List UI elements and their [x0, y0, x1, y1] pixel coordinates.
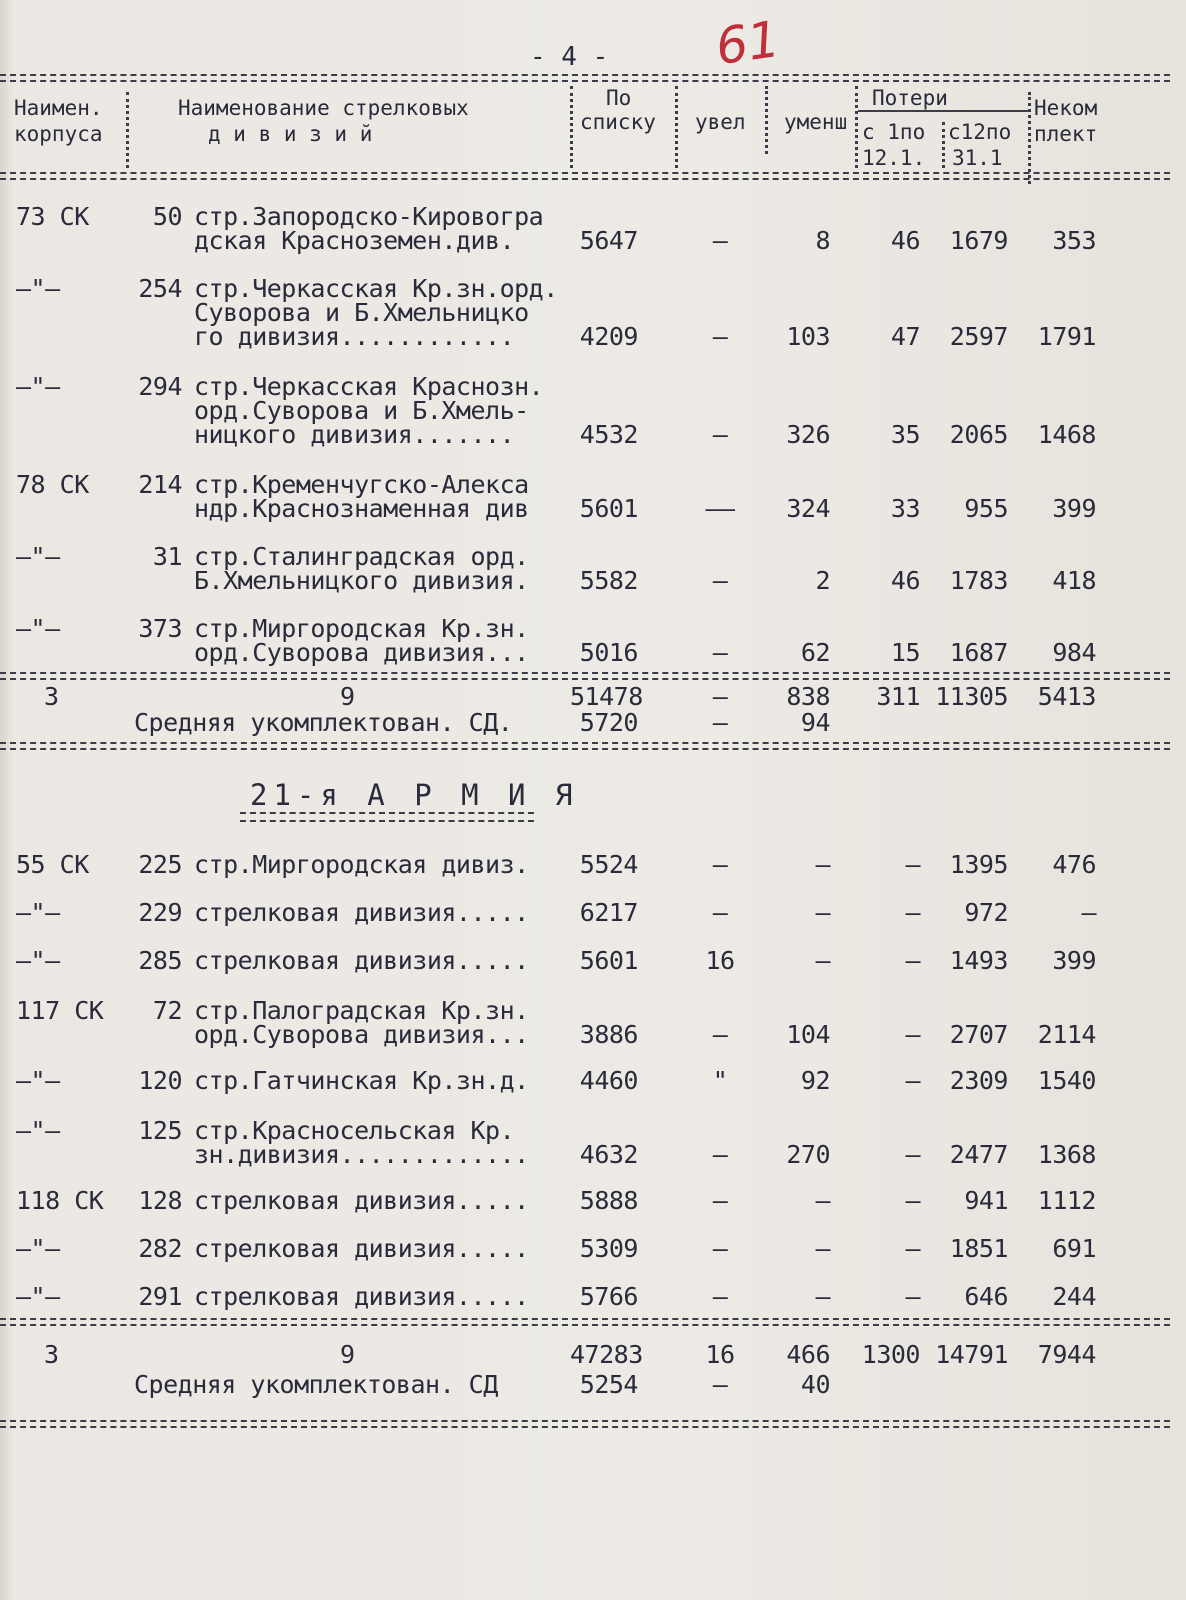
header-loss1-line2: 12.1. [862, 146, 926, 170]
decr-cell: 326 [786, 420, 830, 449]
incomplete-cell: 353 [1052, 226, 1096, 255]
incr-cell: – [712, 1020, 728, 1049]
incr-cell: – [712, 638, 728, 667]
list-cell: 5647 [579, 226, 638, 255]
division-name-line: стр.Палоградская Кр.зн. [194, 996, 529, 1025]
corps-cell: 118 СК [16, 1186, 104, 1215]
average-decr: 94 [800, 708, 830, 737]
total-division-count: 9 [340, 682, 355, 711]
division-number: 282 [138, 1234, 182, 1263]
corps-cell: –"– [16, 898, 60, 927]
corps-cell: 73 СК [16, 202, 89, 231]
division-name-line: стрелковая дивизия..... [194, 1282, 529, 1311]
incomplete-cell: 1540 [1037, 1066, 1096, 1095]
list-cell: 5888 [579, 1186, 638, 1215]
corps-cell: –"– [16, 542, 60, 571]
incomplete-cell: 418 [1052, 566, 1096, 595]
incomplete-cell: 244 [1052, 1282, 1096, 1311]
division-number: 72 [152, 996, 182, 1025]
total-incomplete: 5413 [1037, 682, 1096, 711]
division-number: 125 [138, 1116, 182, 1145]
header-incomplete-line1: Неком [1034, 96, 1098, 120]
header-increase: увел [695, 110, 746, 134]
header-separator [855, 86, 858, 168]
division-name-line: Суворова и Б.Хмельницко [194, 298, 529, 327]
header-losses: Потери [872, 86, 948, 110]
division-name-line: го дивизия............ [194, 322, 515, 351]
decr-cell: – [815, 898, 830, 927]
loss1-cell: 47 [890, 322, 920, 351]
average-label: Средняя укомплектован. СД. [134, 708, 513, 737]
total-incr: – [712, 682, 728, 711]
division-name-line: стр.Запородско-Кировогра [194, 202, 544, 231]
corps-cell: –"– [16, 1282, 60, 1311]
header-separator [570, 86, 573, 168]
incr-cell: – [712, 322, 728, 351]
loss1-cell: – [905, 898, 920, 927]
division-number: 254 [138, 274, 182, 303]
total-loss2: 11305 [935, 682, 1008, 711]
list-cell: 6217 [579, 898, 638, 927]
incr-cell: – [712, 1282, 728, 1311]
loss1-cell: 33 [890, 494, 920, 523]
list-cell: 5601 [579, 946, 638, 975]
incomplete-cell: 984 [1052, 638, 1096, 667]
loss1-cell: – [905, 1140, 920, 1169]
division-name-line: стрелковая дивизия..... [194, 898, 529, 927]
division-name-line: стр.Красносельская Кр. [194, 1116, 515, 1145]
division-name-line: Б.Хмельницкого дивизия. [194, 566, 529, 595]
header-decrease: уменш [784, 110, 848, 134]
header-separator [1028, 92, 1031, 184]
header-separator [126, 92, 129, 168]
group1-end-rule [0, 742, 1170, 750]
incr-cell: – [712, 1234, 728, 1263]
incomplete-cell: – [1081, 898, 1096, 927]
incr-cell: " [712, 1066, 728, 1095]
division-name-line: орд.Суворова дивизия... [194, 638, 529, 667]
division-number: 225 [138, 850, 182, 879]
average-list: 5254 [579, 1370, 638, 1399]
division-name-line: стр.Черкасская Кр.зн.орд. [194, 274, 558, 303]
corps-cell: –"– [16, 1116, 60, 1145]
division-number: 31 [152, 542, 182, 571]
total-incr: 16 [705, 1340, 735, 1369]
header-corps-line2: корпуса [14, 122, 103, 146]
division-number: 120 [138, 1066, 182, 1095]
division-name-line: стр.Гатчинская Кр.зн.д. [194, 1066, 529, 1095]
division-name-line: стр.Черкасская Краснозн. [194, 372, 544, 401]
total-list: 51478 [570, 682, 643, 711]
loss1-cell: – [905, 1066, 920, 1095]
total-corps-count: 3 [44, 682, 59, 711]
corps-cell: 55 СК [16, 850, 89, 879]
loss2-cell: 1687 [949, 638, 1008, 667]
average-decr: 40 [800, 1370, 830, 1399]
header-bottom-rule [0, 172, 1170, 180]
header-separator [942, 122, 945, 168]
decr-cell: 104 [786, 1020, 830, 1049]
header-list-line1: По [606, 86, 632, 110]
loss2-cell: 2309 [949, 1066, 1008, 1095]
page-number: - 4 - [530, 42, 609, 72]
total-loss1: 311 [876, 682, 920, 711]
loss2-cell: 955 [964, 494, 1008, 523]
incomplete-cell: 399 [1052, 494, 1096, 523]
loss2-cell: 1851 [949, 1234, 1008, 1263]
incomplete-cell: 1468 [1037, 420, 1096, 449]
loss1-cell: – [905, 1234, 920, 1263]
incr-cell: – [712, 420, 728, 449]
total-incomplete: 7944 [1037, 1340, 1096, 1369]
header-separator [765, 86, 768, 154]
corps-cell: 78 СК [16, 470, 89, 499]
list-cell: 5766 [579, 1282, 638, 1311]
division-number: 229 [138, 898, 182, 927]
list-cell: 3886 [579, 1020, 638, 1049]
incomplete-cell: 399 [1052, 946, 1096, 975]
army-title: 21-я А Р М И Я [250, 778, 579, 812]
division-name-line: зн.дивизия............. [194, 1140, 529, 1169]
total-loss1: 1300 [861, 1340, 920, 1369]
loss2-cell: 1493 [949, 946, 1008, 975]
division-number: 285 [138, 946, 182, 975]
division-name-line: стр.Миргородская Кр.зн. [194, 614, 529, 643]
list-cell: 4460 [579, 1066, 638, 1095]
loss2-cell: 646 [964, 1282, 1008, 1311]
division-number: 128 [138, 1186, 182, 1215]
decr-cell: 270 [786, 1140, 830, 1169]
loss2-cell: 2065 [949, 420, 1008, 449]
list-cell: 4632 [579, 1140, 638, 1169]
incr-cell: –– [705, 494, 735, 523]
loss1-cell: 46 [890, 566, 920, 595]
loss1-cell: 46 [890, 226, 920, 255]
header-list-line2: списку [580, 110, 656, 134]
average-list: 5720 [579, 708, 638, 737]
loss2-cell: 2477 [949, 1140, 1008, 1169]
division-name-line: ницкого дивизия....... [194, 420, 515, 449]
division-number: 373 [138, 614, 182, 643]
army-title-underline [240, 812, 534, 822]
decr-cell: – [815, 1234, 830, 1263]
division-number: 214 [138, 470, 182, 499]
list-cell: 4209 [579, 322, 638, 351]
incr-cell: – [712, 898, 728, 927]
decr-cell: 103 [786, 322, 830, 351]
corps-cell: 117 СК [16, 996, 104, 1025]
archive-number: 61 [712, 9, 784, 77]
loss2-cell: 1395 [949, 850, 1008, 879]
header-division-line1: Наименование стрелковых [178, 96, 469, 120]
loss1-cell: – [905, 850, 920, 879]
list-cell: 4532 [579, 420, 638, 449]
decr-cell: – [815, 1282, 830, 1311]
incomplete-cell: 1112 [1037, 1186, 1096, 1215]
total-loss2: 14791 [935, 1340, 1008, 1369]
incr-cell: – [712, 850, 728, 879]
header-losses-rule [858, 110, 1028, 112]
decr-cell: 324 [786, 494, 830, 523]
loss2-cell: 2597 [949, 322, 1008, 351]
division-number: 294 [138, 372, 182, 401]
average-incr: – [712, 708, 728, 737]
division-name-line: стрелковая дивизия..... [194, 1186, 529, 1215]
header-separator [675, 86, 678, 168]
division-name-line: орд.Суворова и Б.Хмель- [194, 396, 529, 425]
group2-end-rule [0, 1420, 1170, 1428]
header-incomplete-line2: плект [1034, 122, 1098, 146]
loss1-cell: 15 [890, 638, 920, 667]
total-corps-count: 3 [44, 1340, 59, 1369]
corps-cell: –"– [16, 372, 60, 401]
division-name-line: дская Красноземен.див. [194, 226, 515, 255]
loss2-cell: 972 [964, 898, 1008, 927]
total-division-count: 9 [340, 1340, 355, 1369]
list-cell: 5582 [579, 566, 638, 595]
header-loss2-line1: с12по [948, 120, 1012, 144]
division-name-line: стрелковая дивизия..... [194, 1234, 529, 1263]
division-name-line: орд.Суворова дивизия... [194, 1020, 529, 1049]
loss1-cell: – [905, 946, 920, 975]
header-corps-line1: Наимен. [14, 96, 103, 120]
loss2-cell: 941 [964, 1186, 1008, 1215]
list-cell: 5016 [579, 638, 638, 667]
corps-cell: –"– [16, 946, 60, 975]
list-cell: 5309 [579, 1234, 638, 1263]
incr-cell: – [712, 1140, 728, 1169]
loss2-cell: 1783 [949, 566, 1008, 595]
header-division-line2: д и в и з и й [208, 122, 373, 146]
loss2-cell: 1679 [949, 226, 1008, 255]
division-number: 291 [138, 1282, 182, 1311]
list-cell: 5601 [579, 494, 638, 523]
incr-cell: – [712, 566, 728, 595]
corps-cell: –"– [16, 1234, 60, 1263]
division-name-line: стр.Сталинградская орд. [194, 542, 529, 571]
decr-cell: 8 [815, 226, 830, 255]
header-top-rule [0, 74, 1170, 82]
average-label: Средняя укомплектован. СД [134, 1370, 498, 1399]
incomplete-cell: 1368 [1037, 1140, 1096, 1169]
division-number: 50 [152, 202, 182, 231]
average-incr: – [712, 1370, 728, 1399]
group2-rule [0, 1318, 1170, 1326]
loss1-cell: – [905, 1282, 920, 1311]
incomplete-cell: 691 [1052, 1234, 1096, 1263]
decr-cell: – [815, 1186, 830, 1215]
group1-rule [0, 672, 1170, 680]
corps-cell: –"– [16, 1066, 60, 1095]
division-name-line: стр.Миргородская дивиз. [194, 850, 529, 879]
corps-cell: –"– [16, 614, 60, 643]
incomplete-cell: 476 [1052, 850, 1096, 879]
division-name-line: стр.Кременчугско-Алекса [194, 470, 529, 499]
loss1-cell: – [905, 1186, 920, 1215]
loss1-cell: 35 [890, 420, 920, 449]
incr-cell: 16 [705, 946, 735, 975]
header-loss2-line2: 31.1 [952, 146, 1003, 170]
decr-cell: 62 [800, 638, 830, 667]
incomplete-cell: 1791 [1037, 322, 1096, 351]
total-list: 47283 [570, 1340, 643, 1369]
header-loss1-line1: с 1по [862, 120, 926, 144]
incr-cell: – [712, 226, 728, 255]
division-name-line: ндр.Краснознаменная див [194, 494, 529, 523]
decr-cell: – [815, 946, 830, 975]
loss1-cell: – [905, 1020, 920, 1049]
incomplete-cell: 2114 [1037, 1020, 1096, 1049]
decr-cell: – [815, 850, 830, 879]
total-decr: 466 [786, 1340, 830, 1369]
incr-cell: – [712, 1186, 728, 1215]
decr-cell: 2 [815, 566, 830, 595]
loss2-cell: 2707 [949, 1020, 1008, 1049]
corps-cell: –"– [16, 274, 60, 303]
total-decr: 838 [786, 682, 830, 711]
list-cell: 5524 [579, 850, 638, 879]
decr-cell: 92 [800, 1066, 830, 1095]
division-name-line: стрелковая дивизия..... [194, 946, 529, 975]
